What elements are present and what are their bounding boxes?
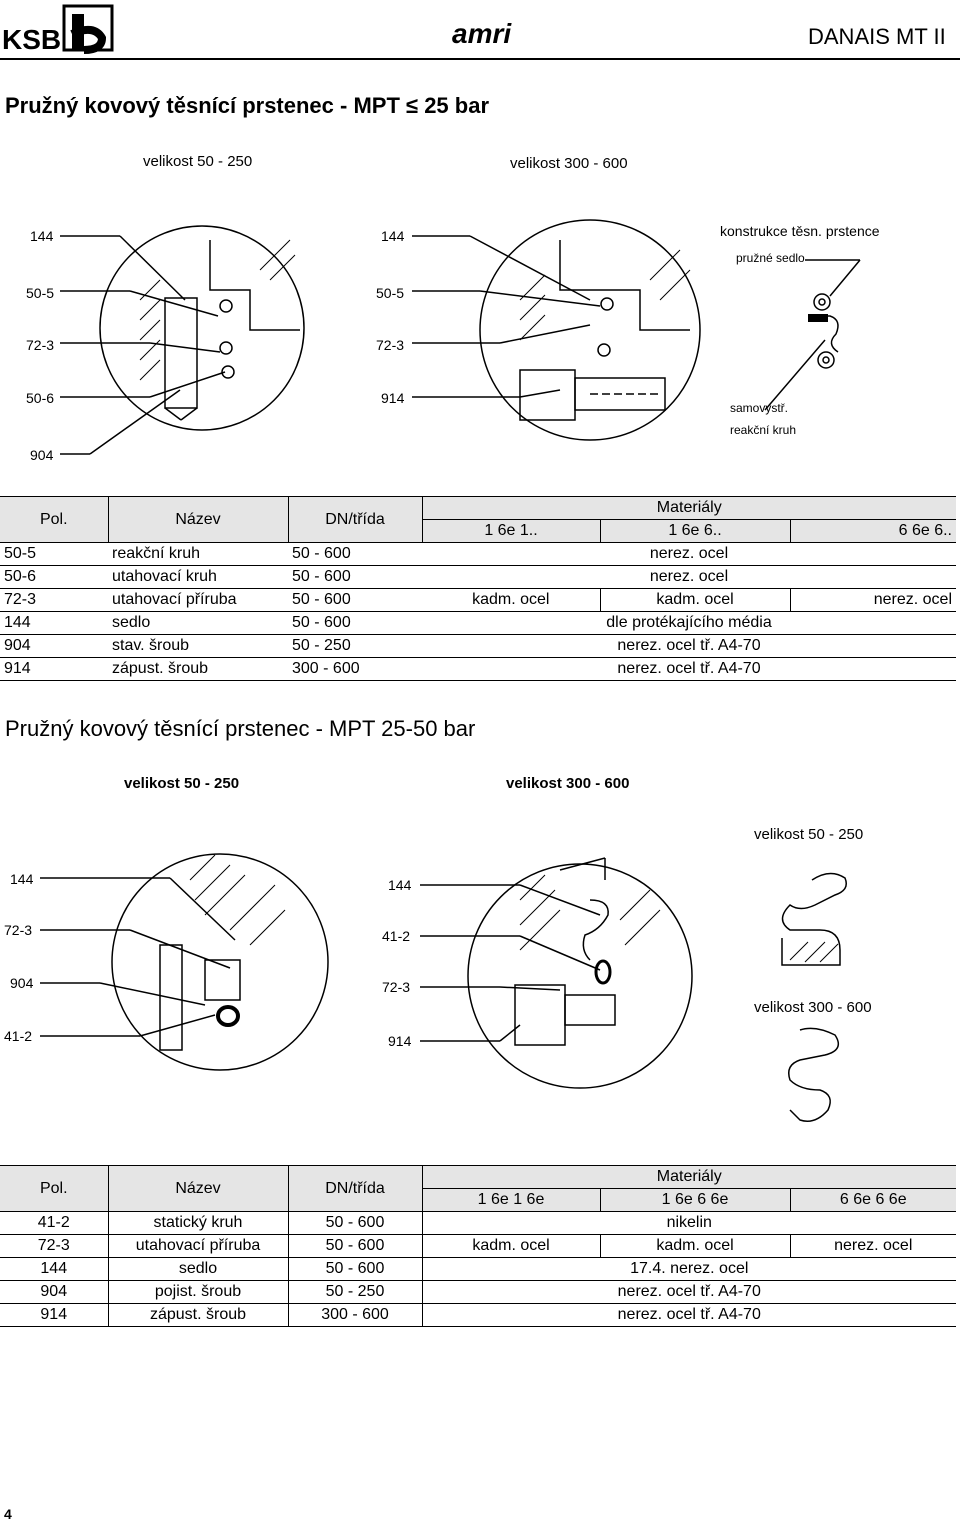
t2-sub-1: 1 6e 1 6e [422, 1189, 600, 1212]
s1-label-904-a: 904 [30, 447, 54, 463]
s1-label-72-3-a: 72-3 [26, 337, 55, 353]
t1-row: 50-6 utahovací kruh 50 - 600 nerez. ocel [0, 566, 956, 589]
t1-head-mat: Materiály [422, 497, 956, 520]
section2-title: Pružný kovový těsnící prstenec - MPT 25-50 bar [5, 716, 476, 741]
t2-row: 72-3 utahovací příruba 50 - 600 kadm. ocel kadm. ocel nerez. ocel [0, 1235, 956, 1258]
t2-head-mat: Materiály [422, 1166, 956, 1189]
t2-row: 144 sedlo 50 - 600 17.4. nerez. ocel [0, 1258, 956, 1281]
s2-label-914-b: 914 [388, 1033, 412, 1049]
s1-label-50-6-a: 50-6 [26, 390, 55, 406]
s2-label-72-3-a: 72-3 [4, 922, 33, 938]
t2-sub-2: 1 6e 6 6e [600, 1189, 790, 1212]
s2-label-144-b: 144 [388, 877, 412, 893]
t1-row: 904 stav. šroub 50 - 250 nerez. ocel tř. A4-70 [0, 635, 956, 658]
s1-label-144-a: 144 [30, 228, 54, 244]
s1-label-144-b: 144 [381, 228, 405, 244]
t1-row: 72-3 utahovací příruba 50 - 600 kadm. ocel kadm. ocel nerez. ocel [0, 589, 956, 612]
section2-size-a: velikost 50 - 250 [124, 775, 240, 792]
t2-row: 41-2 statický kruh 50 - 600 nikelin [0, 1212, 956, 1235]
materials-table-2 [0, 1165, 956, 1327]
amri-logo: amri [452, 18, 512, 49]
section2-size-b: velikost 300 - 600 [506, 775, 630, 792]
t2-head-pol: Pol. [0, 1166, 108, 1212]
s2-label-72-3-b: 72-3 [382, 979, 411, 995]
s1-label-50-5-a: 50-5 [26, 285, 55, 301]
t1-head-pol: Pol. [0, 497, 108, 543]
materials-table-1 [0, 496, 956, 681]
svg-text:KSB: KSB [2, 24, 62, 55]
t2-row: 904 pojist. šroub 50 - 250 nerez. ocel tř. A4-70 [0, 1281, 956, 1304]
ksb-logo [2, 4, 122, 59]
page-number: 4 [4, 1506, 12, 1522]
t2-head-name: Název [108, 1166, 288, 1212]
t1-row: 914 zápust. šroub 300 - 600 nerez. ocel tř. A4-70 [0, 658, 956, 681]
section1-title: Pružný kovový těsnící prstenec - MPT ≤ 25 bar [5, 93, 490, 118]
s1-label-72-3-b: 72-3 [376, 337, 405, 353]
t1-sub-3: 6 6e 6.. [790, 520, 956, 543]
s1-drawing-small [0, 190, 360, 480]
s1-drawing-large [400, 190, 720, 480]
section2-size-c: velikost 50 - 250 [754, 826, 864, 843]
s2-label-144-a: 144 [10, 871, 34, 887]
section1-size-a: velikost 50 - 250 [143, 153, 253, 170]
t1-sub-2: 1 6e 6.. [600, 520, 790, 543]
ring-construction-title: konstrukce těsn. prstence [720, 223, 880, 239]
s2-label-41-2-b: 41-2 [382, 928, 411, 944]
ring-top-label: pružné sedlo [736, 251, 805, 265]
t1-row: 50-5 reakční kruh 50 - 600 nerez. ocel [0, 543, 956, 566]
t1-sub-1: 1 6e 1.. [422, 520, 600, 543]
t1-row: 144 sedlo 50 - 600 dle protékajícího média [0, 612, 956, 635]
section1-size-b: velikost 300 - 600 [510, 155, 628, 172]
s2-label-904-a: 904 [10, 975, 34, 991]
t2-row: 914 zápust. šroub 300 - 600 nerez. ocel tř. A4-70 [0, 1304, 956, 1327]
t1-head-dn: DN/třída [288, 497, 422, 543]
s1-label-50-5-b: 50-5 [376, 285, 405, 301]
s2-ring-profiles [760, 860, 880, 1140]
s1-label-914-b: 914 [381, 390, 405, 406]
t2-head-dn: DN/třída [288, 1166, 422, 1212]
section2-size-d: velikost 300 - 600 [754, 999, 872, 1016]
s2-drawing-large [400, 850, 720, 1100]
ring-construction-drawing [730, 250, 870, 430]
s2-label-41-2-a: 41-2 [4, 1028, 33, 1044]
ring-bottom-label-1: samovystř. [730, 401, 789, 415]
ring-bottom-label-2: reakční kruh [730, 423, 797, 437]
document-title: DANAIS MT II [808, 24, 946, 49]
t2-sub-3: 6 6e 6 6e [790, 1189, 956, 1212]
header-divider [0, 58, 960, 60]
t1-head-name: Název [108, 497, 288, 543]
s2-drawing-small [0, 830, 360, 1100]
